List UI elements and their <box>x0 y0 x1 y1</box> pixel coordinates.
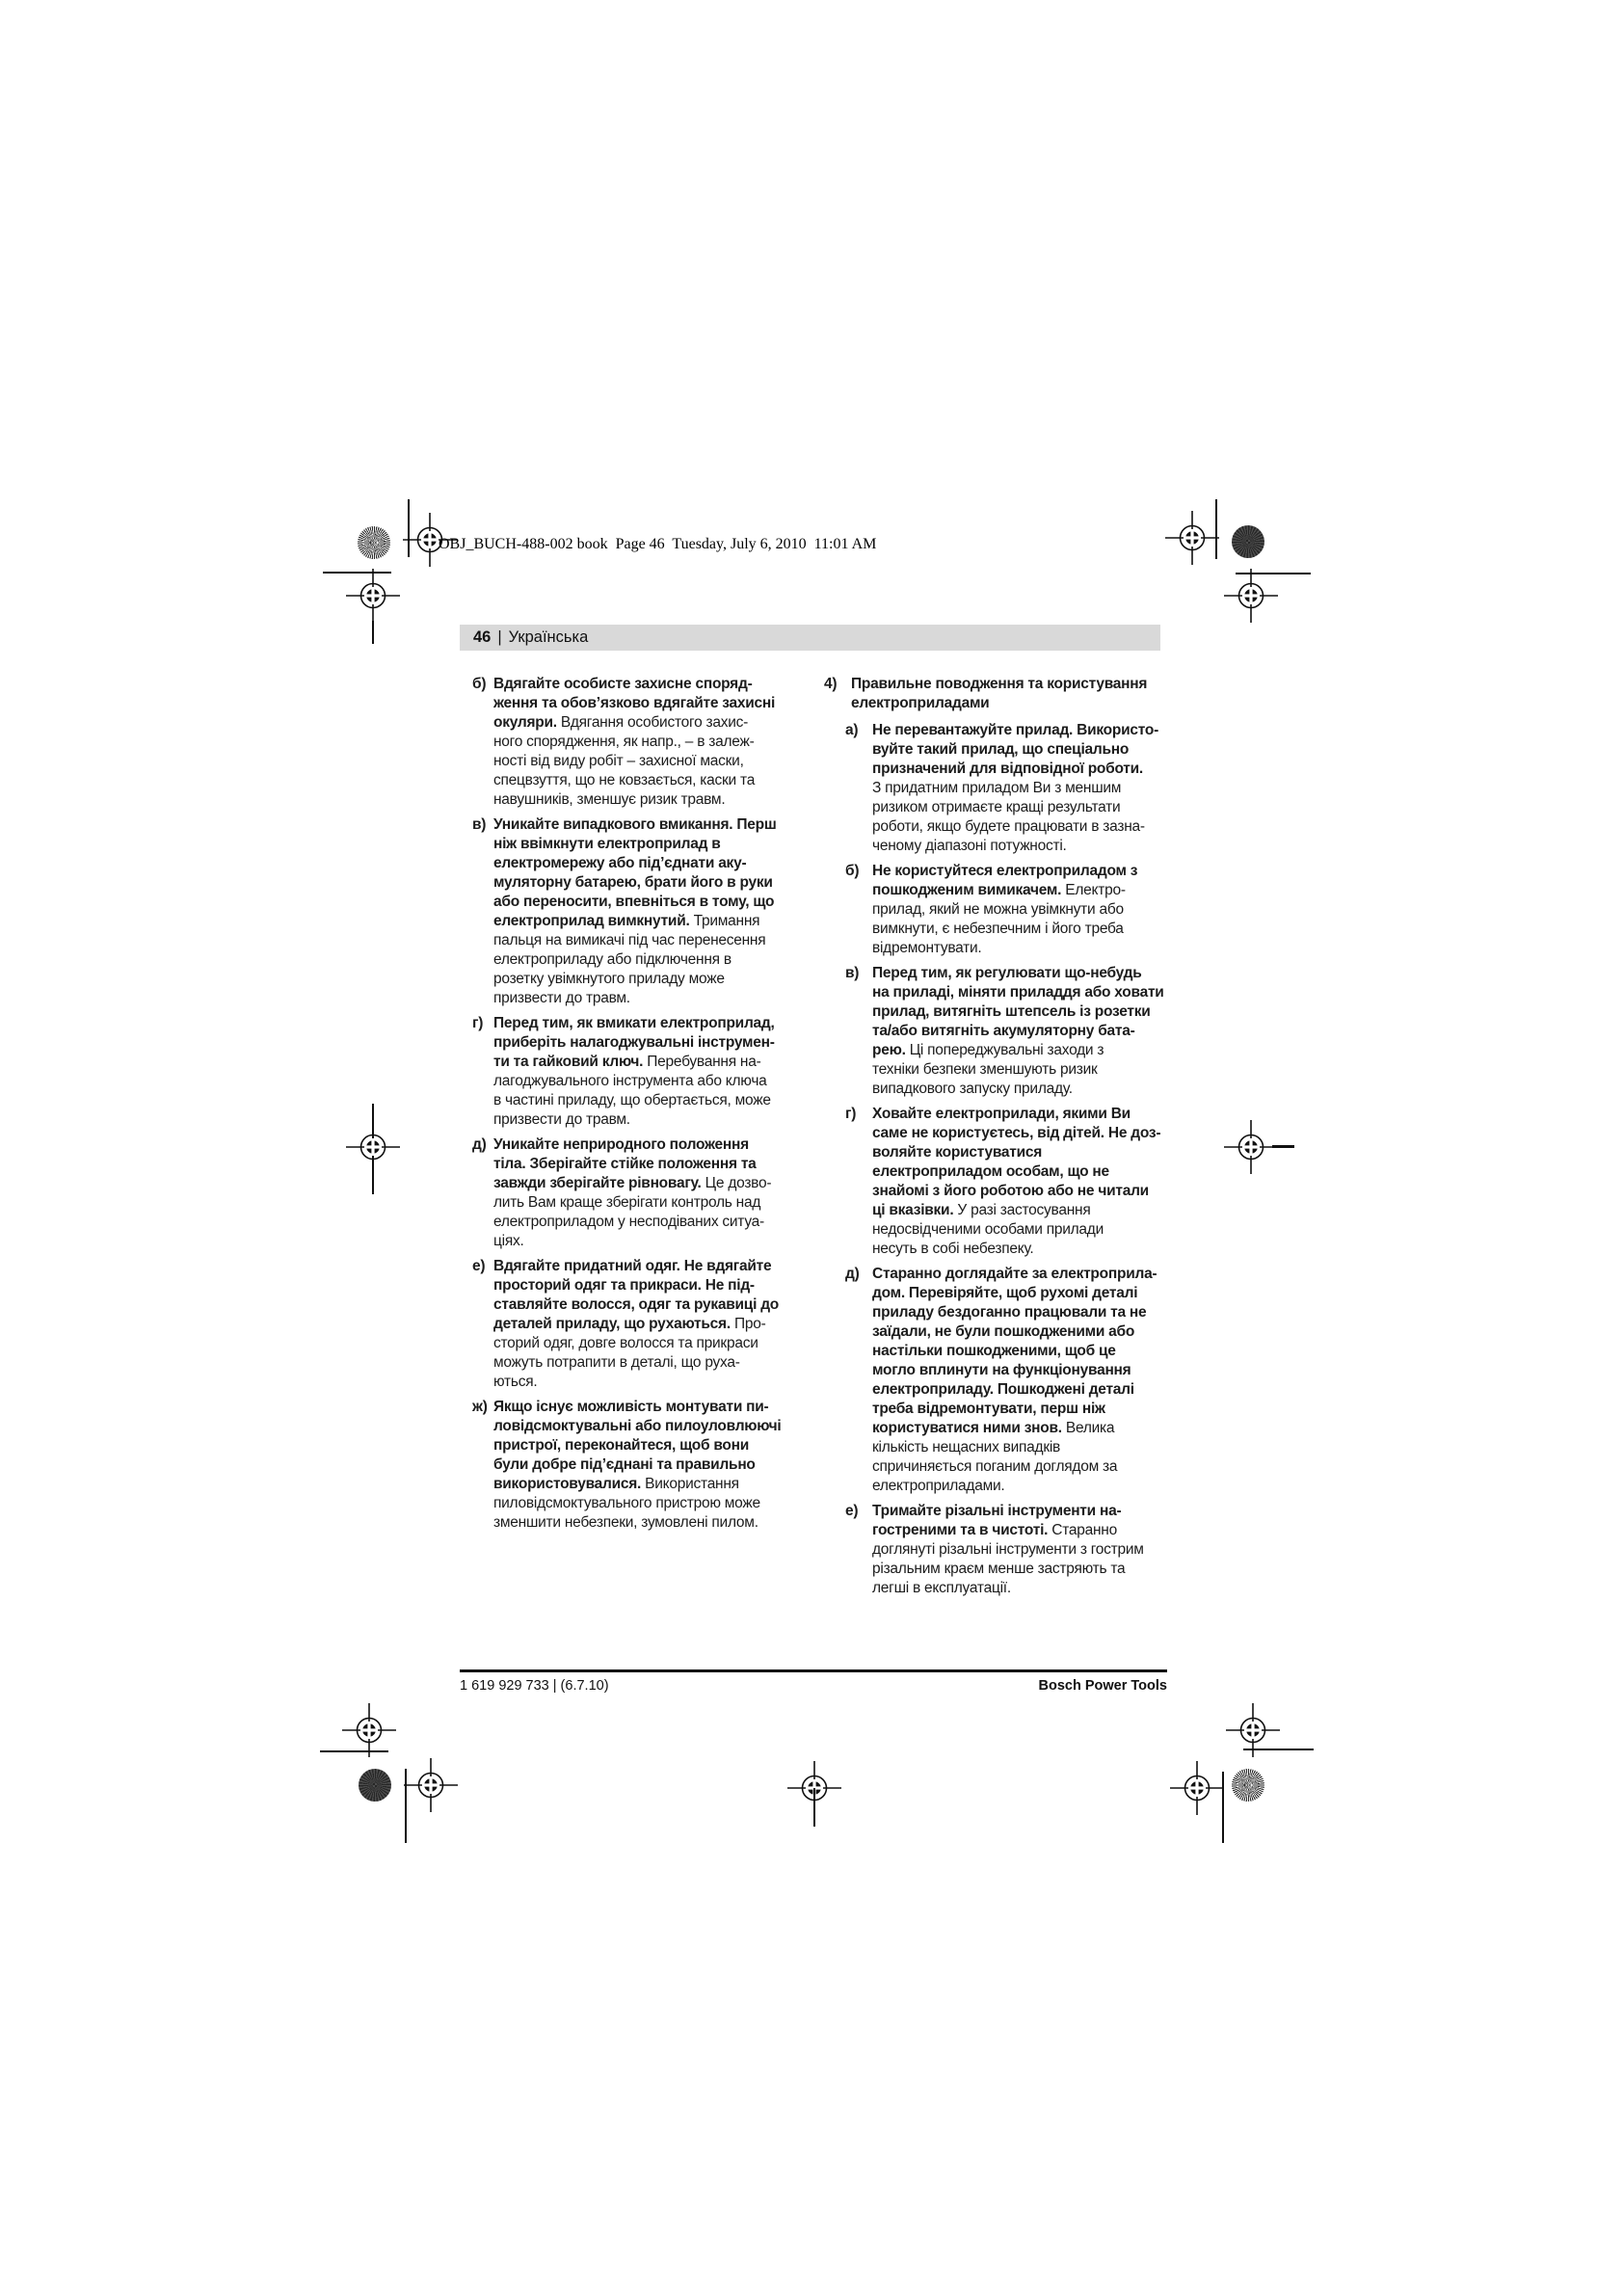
text-line: ності від виду робіт – захисної маски, <box>493 753 744 769</box>
text-line: приберіть налагоджувальні інструмен- <box>493 1034 775 1051</box>
text-line: спричиняється поганим доглядом за <box>872 1458 1118 1475</box>
document-number: 1 619 929 733 | (6.7.10) <box>460 1678 609 1694</box>
list-item-label: а) <box>845 722 859 738</box>
text-line: ченому діапазоні потужності. <box>872 838 1067 854</box>
text-line: приладу бездоганно працювали та не <box>872 1304 1147 1321</box>
text-line: ціях. <box>493 1233 524 1249</box>
text-line: З придатним приладом Ви з меншим <box>872 780 1122 796</box>
list-item-label: ж) <box>472 1399 488 1415</box>
text-line: просторий одяг та прикраси. Не під- <box>493 1277 755 1294</box>
text-line: ставляйте волосся, одяг та рукавиці до <box>493 1296 779 1313</box>
text-line: електроприладом у несподіваних ситуа- <box>493 1214 764 1230</box>
text-line: рею. Ці попереджувальні заходи з <box>872 1042 1104 1058</box>
text-line: Уникайте випадкового вмикання. Перш <box>493 816 777 833</box>
text-line: призначений для відповідної роботи. <box>872 761 1143 777</box>
crop-line <box>813 1788 815 1827</box>
text-line: ці вказівки. У разі застосування <box>872 1202 1091 1218</box>
registration-mark-icon <box>1224 1120 1278 1174</box>
list-item <box>845 862 1167 958</box>
section-heading-line: електроприладами <box>851 695 990 711</box>
text-line: Перед тим, як регулювати що-небудь <box>872 965 1142 981</box>
text-line: електроприлад вимкнутий. Тримання <box>493 913 760 929</box>
list-item-label: е) <box>845 1503 859 1519</box>
sunburst-circle-icon <box>358 526 390 559</box>
text-line: ються. <box>493 1374 538 1390</box>
text-line: доглянуті різальні інструменти з гострим <box>872 1541 1144 1558</box>
section-label: 4) <box>824 676 838 692</box>
text-line: користуватися ними знов. Велика <box>872 1420 1115 1436</box>
text-line: Вдягайте особисте захисне споряд- <box>493 676 753 692</box>
list-item <box>472 1014 812 1130</box>
registration-mark-icon <box>1170 1761 1224 1815</box>
text-line: пальця на вимикачі під час перенесення <box>493 932 766 948</box>
list-item-label: в) <box>845 965 860 981</box>
registration-mark-icon <box>404 1758 458 1812</box>
text-line: використовувалися. Використання <box>493 1476 739 1492</box>
text-line: відремонтувати. <box>872 940 982 956</box>
list-item-label: д) <box>845 1266 860 1282</box>
text-line: електромережу або під’єднати аку- <box>493 855 747 871</box>
text-line: пристрої, переконайтеся, щоб вони <box>493 1437 750 1454</box>
list-item-label: в) <box>472 816 487 833</box>
list-item <box>845 1502 1167 1598</box>
text-line: дом. Перевіряйте, щоб рухомі деталі <box>872 1285 1138 1301</box>
text-line: різальним краєм менше застряють та <box>872 1561 1126 1577</box>
text-line: муляторну батарею, брати його в руки <box>493 874 773 891</box>
page-footer <box>460 1678 1167 1694</box>
text-line: пошкодженим вимикачем. Електро- <box>872 882 1126 898</box>
text-line: Перед тим, як вмикати електроприлад, <box>493 1015 775 1031</box>
text-line: ловідсмоктувальні або пилоуловлюючі <box>493 1418 782 1434</box>
list-item <box>472 815 812 1008</box>
crop-line <box>372 621 374 644</box>
text-line: прилад, який не можна увімкнути або <box>872 901 1124 918</box>
page-header-bar <box>460 625 1160 651</box>
dark-circle-icon <box>1232 525 1264 558</box>
text-line: були добре під’єднані та правильно <box>493 1456 756 1473</box>
list-item-label: б) <box>472 676 487 692</box>
registration-mark-icon <box>1224 569 1278 623</box>
text-line: ніж ввімкнути електроприлад в <box>493 836 721 852</box>
page-number: 46 <box>473 628 492 646</box>
list-item <box>472 1398 812 1533</box>
text-line: окуляри. Вдягання особистого захис- <box>493 714 749 731</box>
text-line: Вдягайте придатний одяг. Не вдягайте <box>493 1258 772 1274</box>
list-item-label: е) <box>472 1258 486 1274</box>
text-line: саме не користуєтесь, від дітей. Не доз- <box>872 1125 1161 1141</box>
text-line: Ховайте електроприлади, якими Ви <box>872 1106 1131 1122</box>
text-line: на приладі, міняти приладдя або ховати <box>872 984 1164 1001</box>
text-line: сторий одяг, довге волосся та прикраси <box>493 1335 758 1351</box>
text-line: електроприладу або підключення в <box>493 951 732 968</box>
dark-circle-icon <box>359 1769 391 1802</box>
footer-rule <box>460 1669 1167 1672</box>
text-line: могло вплинути на функціонування <box>872 1362 1131 1378</box>
text-line: лагоджувального інструмента або ключа <box>493 1073 767 1089</box>
text-line: лить Вам краще зберігати контроль над <box>493 1194 761 1211</box>
text-line: Тримайте різальні інструменти на- <box>872 1503 1122 1519</box>
crop-line <box>1222 1772 1224 1843</box>
text-line: ного спорядження, як напр., – в залеж- <box>493 734 755 750</box>
section-heading <box>824 675 1167 713</box>
left-text-column <box>472 675 812 1538</box>
text-line: вуйте такий прилад, що спеціально <box>872 741 1130 758</box>
crop-line <box>320 1750 388 1752</box>
text-line: знайомі з його роботою або не читали <box>872 1183 1149 1199</box>
text-line: прилад, витягніть штепсель із розетки <box>872 1003 1151 1020</box>
list-item-label: г) <box>472 1015 484 1031</box>
list-item <box>845 721 1167 856</box>
text-line: треба відремонтувати, перш ніж <box>872 1401 1105 1417</box>
text-line: вимкнути, є небезпечним і його треба <box>872 921 1124 937</box>
text-line: кількість нещасних випадків <box>872 1439 1061 1455</box>
text-line: електроприладами. <box>872 1478 1005 1494</box>
text-line: пиловідсмоктувального пристрою може <box>493 1495 760 1511</box>
list-item <box>472 1135 812 1251</box>
text-line: деталей приладу, що рухаються. Про- <box>493 1316 766 1332</box>
text-line: призвести до травм. <box>493 990 630 1006</box>
text-line: воляйте користуватися <box>872 1144 1043 1161</box>
language-label: Українська <box>508 628 589 646</box>
text-line: ження та обов’язково вдягайте захисні <box>493 695 776 711</box>
list-item-label: д) <box>472 1136 487 1153</box>
text-line: Не користуйтеся електроприладом з <box>872 863 1138 879</box>
text-line: тіла. Зберігайте стійке положення та <box>493 1156 757 1172</box>
text-line: техніки безпеки зменшують ризик <box>872 1061 1098 1078</box>
right-text-column <box>824 675 1167 1604</box>
brand-name: Bosch Power Tools <box>1038 1678 1167 1694</box>
text-line: недосвідченими особами прилади <box>872 1221 1104 1238</box>
text-line: зменшити небезпеки, зумовлені пилом. <box>493 1514 758 1531</box>
registration-mark-icon <box>342 1703 396 1757</box>
text-line: ризиком отримаєте кращі результати <box>872 799 1121 815</box>
registration-mark-icon <box>346 1120 400 1174</box>
text-line: електроприладу. Пошкоджені деталі <box>872 1381 1134 1398</box>
list-item-label: г) <box>845 1106 857 1122</box>
text-line: навушників, зменшує ризик травм. <box>493 791 726 808</box>
text-line: настільки пошкодженими, щоб це <box>872 1343 1116 1359</box>
text-line: Старанно доглядайте за електроприла- <box>872 1266 1157 1282</box>
sunburst-circle-icon <box>1232 1769 1264 1802</box>
text-line: несуть в собі небезпеку. <box>872 1241 1034 1257</box>
list-item <box>845 964 1167 1099</box>
text-line: спецвзуття, що не ковзається, каски та <box>493 772 756 788</box>
print-job-header: OBJ_BUCH-488-002 book Page 46 Tuesday, July 6, 2010 11:01 AM <box>439 536 877 552</box>
crop-line <box>1215 499 1217 559</box>
registration-mark-icon <box>346 569 400 623</box>
text-line: Уникайте неприродного положення <box>493 1136 749 1153</box>
text-line: гостреними та в чистоті. Старанно <box>872 1522 1117 1538</box>
list-item <box>472 675 812 810</box>
section-heading-line: Правильне поводження та користування <box>851 676 1148 692</box>
text-line: ти та гайковий ключ. Перебування на- <box>493 1054 761 1070</box>
registration-mark-icon <box>1165 511 1219 565</box>
list-item <box>472 1257 812 1392</box>
list-item <box>845 1105 1167 1259</box>
text-line: легші в експлуатації. <box>872 1580 1011 1596</box>
text-line: завжди зберігайте рівновагу. Це дозво- <box>493 1175 772 1191</box>
text-line: призвести до травм. <box>493 1111 630 1128</box>
text-line: Не перевантажуйте прилад. Використо- <box>872 722 1159 738</box>
text-line: або переносити, впевніться в тому, що <box>493 894 775 910</box>
list-item-label: б) <box>845 863 860 879</box>
crop-line <box>1272 1145 1294 1148</box>
text-line: випадкового запуску приладу. <box>872 1081 1073 1097</box>
text-line: електроприладом особам, що не <box>872 1163 1109 1180</box>
list-item <box>845 1265 1167 1496</box>
text-line: можуть потрапити в деталі, що руха- <box>493 1354 740 1371</box>
text-line: та/або витягніть акумуляторну бата- <box>872 1023 1135 1039</box>
header-separator: | <box>497 628 502 646</box>
crop-line <box>1243 1749 1314 1750</box>
text-line: в частині приладу, що обертається, може <box>493 1092 771 1108</box>
text-line: Якщо існує можливість монтувати пи- <box>493 1399 769 1415</box>
text-line: розетку увімкнутого приладу може <box>493 971 725 987</box>
text-line: роботи, якщо будете працювати в зазна- <box>872 818 1145 835</box>
text-line: заїдали, не були пошкодженими або <box>872 1323 1135 1340</box>
